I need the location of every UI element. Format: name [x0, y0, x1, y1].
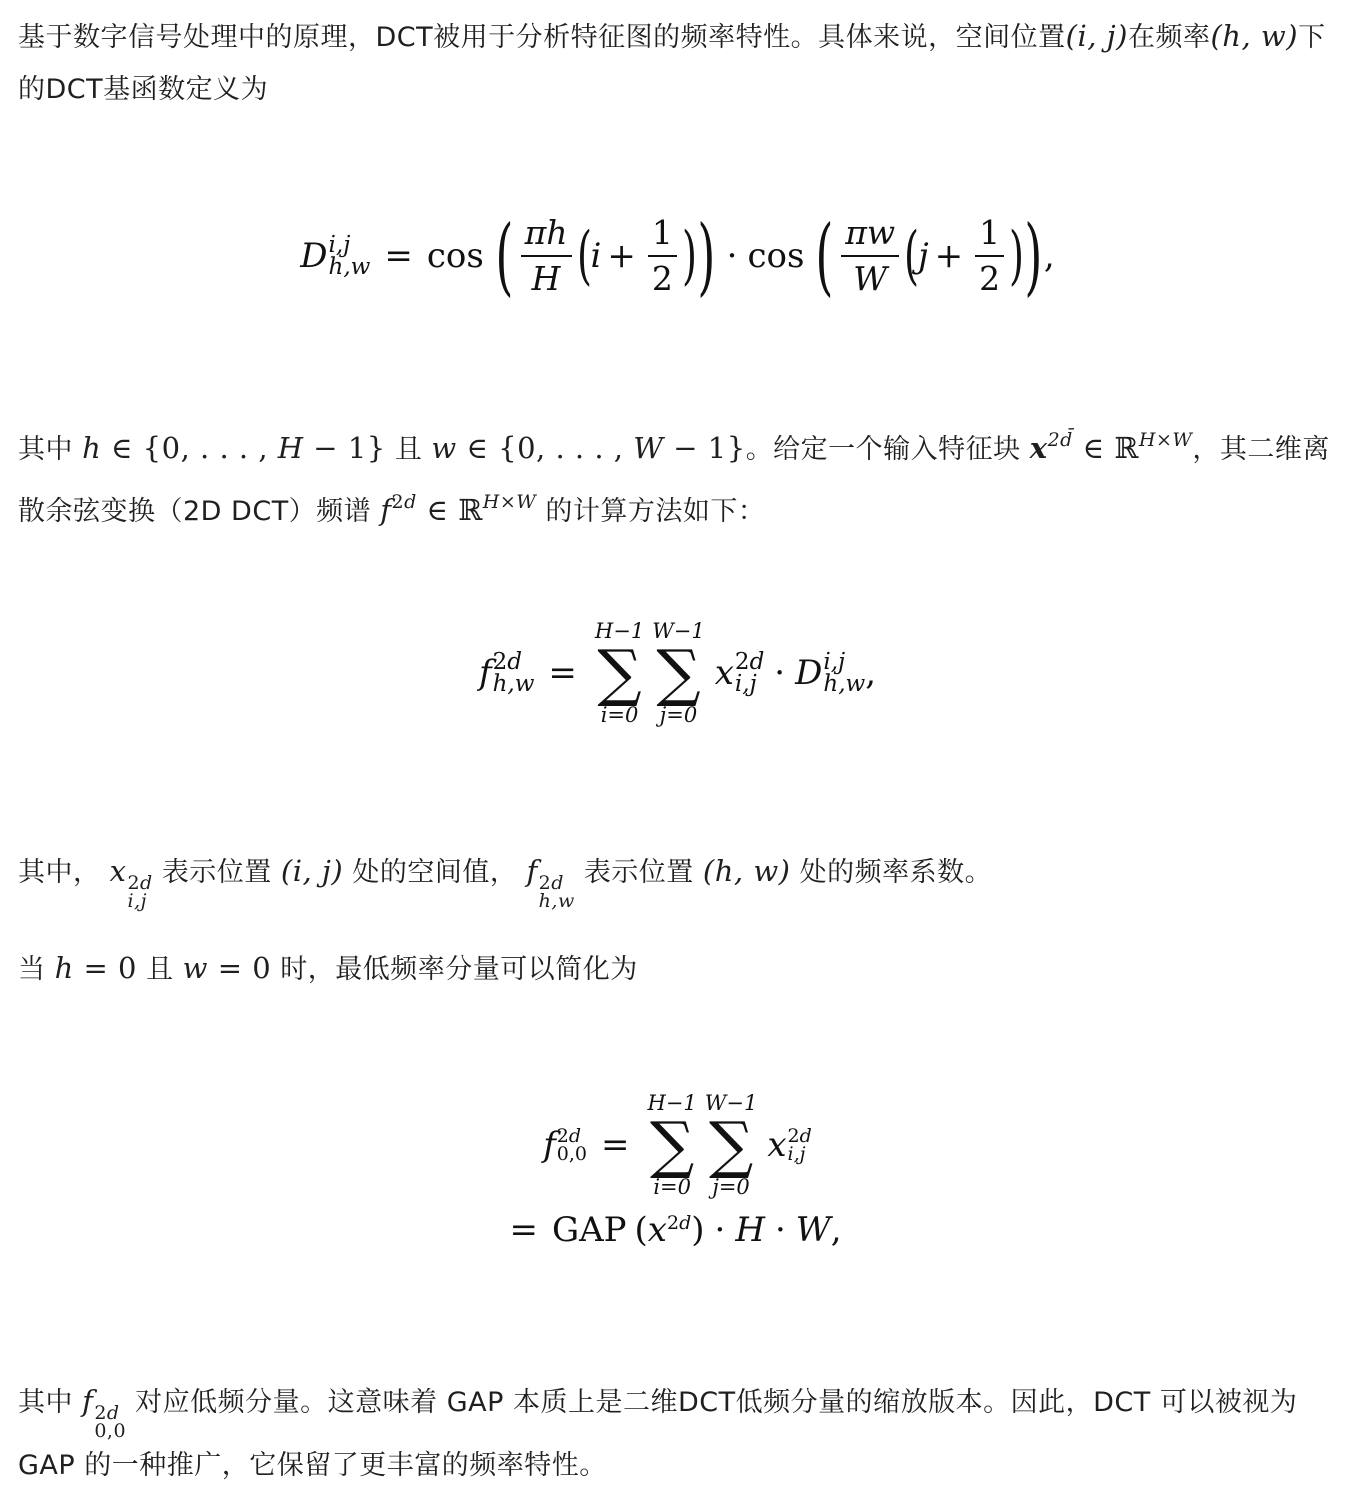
eq1-frac-half: $\frac{1}{2}$	[975, 213, 1004, 299]
eq3-cdot: ·	[714, 1210, 726, 1250]
eq1-paren: )	[697, 207, 716, 305]
math-ij-pair: (i, j)	[280, 854, 344, 888]
para4-text-b: 且	[146, 954, 174, 985]
eq1-paren: (	[815, 207, 834, 305]
math-f2d-in-r: $f^{2d}$ ∈ ℝ$^{H\times W}$	[380, 491, 537, 527]
eq1-paren: )	[681, 219, 697, 293]
eq3-x2d: $x^{2d}$	[647, 1210, 692, 1250]
eq3-sum-i: H−1 ∑ i=0	[647, 1091, 697, 1199]
math-h-set: h ∈ {0, . . . , H − 1}	[82, 431, 386, 465]
eq3-sum-j: W−1 ∑ j=0	[704, 1091, 758, 1199]
lowest-frequency-paragraph	[18, 942, 1338, 996]
eq3-h: H	[735, 1210, 765, 1250]
eq1-frac-piw-over-w: $\frac{\pi w}{W}$	[841, 213, 899, 299]
para2-text-c: 的计算方法如下：	[545, 496, 766, 527]
eq3-lhs-scripts: 2d 0,0	[556, 1125, 588, 1165]
para2-text-qie: 且	[394, 434, 423, 465]
intro-paragraph	[18, 10, 1338, 116]
eq2-d: D	[795, 653, 823, 693]
gap-equation-line-1	[0, 1090, 1355, 1200]
definitions-paragraph	[18, 845, 1338, 910]
para3-text-c: 处的空间值，	[352, 857, 518, 888]
conclusion-paragraph	[18, 1375, 1338, 1492]
eq2-d-scripts: i,j h,w	[823, 649, 866, 697]
eq1-lhs-scripts: i,j h,w	[328, 232, 371, 280]
eq3-equals-2: =	[509, 1210, 538, 1250]
eq1-paren: (	[495, 207, 514, 305]
eq1-cos-2: cos	[747, 236, 805, 276]
eq1-frac-pih-over-h: $\frac{\pi h}{H}$	[521, 213, 572, 299]
eq1-i: i	[590, 236, 602, 276]
math-f-hw: f 2d h,w	[526, 854, 575, 912]
eq3-cdot: ·	[774, 1210, 786, 1250]
eq3-w: W	[795, 1210, 831, 1250]
intro-text-a: 基于数字信号处理中的原理，DCT被用于分析特征图的频率特性。具体来说，空间位置	[18, 22, 1066, 53]
eq1-comma: ,	[1043, 236, 1055, 276]
eq1-paren: (	[904, 219, 920, 293]
eq1-cdot: ·	[726, 236, 738, 276]
eq1-paren: )	[1024, 207, 1043, 305]
eq2-sum-j: W−1 ∑ j=0	[652, 619, 705, 727]
math-position-ij: (i, j)	[1065, 19, 1128, 53]
eq1-equals: =	[384, 236, 413, 276]
math-x-ij: x 2d i,j	[109, 854, 153, 912]
eq2-comma: ,	[865, 653, 876, 693]
eq1-plus: +	[934, 236, 964, 276]
eq1-paren: (	[576, 219, 592, 293]
para3-text-e: 处的频率系数。	[799, 857, 993, 888]
para5-text-b: 对应低频分量。这意味着 GAP 本质上是二维DCT低频分量的缩放版本。因此，DCT 可以被视为 GAP 的一种推广，它保留了更丰富的频率特性。	[18, 1387, 1298, 1481]
para4-text-c: 时，最低频率分量可以简化为	[280, 954, 638, 985]
para2-text-qi: 其中	[18, 434, 73, 465]
eq3-paren-left: (	[634, 1210, 648, 1250]
para3-text-b: 表示位置	[161, 857, 272, 888]
math-frequency-hw: (h, w)	[1210, 19, 1299, 53]
para3-text-d: 表示位置	[583, 857, 694, 888]
eq1-j: j	[918, 236, 929, 276]
eq1-frac-half: $\frac{1}{2}$	[648, 213, 677, 299]
math-hw-pair: (h, w)	[702, 854, 791, 888]
eq2-x: x	[714, 653, 734, 693]
eq3-equals: =	[601, 1125, 630, 1165]
eq2-sum-i: H−1 ∑ i=0	[594, 619, 645, 727]
eq3-lhs-f: f	[543, 1125, 556, 1165]
eq2-lhs-scripts: 2d h,w	[492, 649, 535, 697]
eq2-equals: =	[548, 653, 577, 693]
gap-equation-line-2	[0, 1200, 1355, 1260]
eq1-plus: +	[607, 236, 636, 276]
eq2-lhs-f: f	[479, 653, 492, 693]
math-f-00: f 2d 0,0	[82, 1384, 127, 1442]
intro-text-c: 下的DCT基函数定义为	[18, 22, 1326, 105]
math-x2d-in-r: $x^{2d̄}$ ∈ ℝ$^{H\times W}$	[1029, 429, 1193, 465]
gap-equation	[0, 1090, 1355, 1265]
para4-text-a: 当	[18, 954, 46, 985]
eq3-paren-right: )	[691, 1210, 705, 1250]
eq3-x: x	[767, 1125, 787, 1165]
eq3-gap: GAP	[551, 1210, 627, 1250]
eq2-x-scripts: 2d i,j	[734, 649, 765, 697]
input-paragraph	[18, 414, 1338, 538]
eq1-cos-1: cos	[426, 236, 484, 276]
eq3-x-scripts: 2d i,j	[787, 1125, 812, 1165]
dct-spectrum-equation	[0, 618, 1355, 728]
eq1-lhs-d: D	[300, 236, 328, 276]
eq3-comma: ,	[830, 1210, 842, 1250]
intro-text-b: 在频率	[1127, 22, 1211, 53]
math-w-set: w ∈ {0, . . . , W − 1}	[431, 431, 746, 465]
dct-basis-equation	[0, 196, 1355, 316]
eq2-cdot: ·	[774, 653, 786, 693]
para2-text-a: 。给定一个输入特征块	[745, 434, 1021, 465]
math-w-eq-0: w = 0	[182, 951, 272, 985]
eq1-paren: )	[1009, 219, 1025, 293]
math-h-eq-0: h = 0	[54, 951, 137, 985]
para3-text-a: 其中，	[18, 857, 101, 888]
para5-text-a: 其中	[18, 1387, 73, 1418]
para2-text-b: ，其二维离散余弦变换（2D DCT）频谱	[18, 434, 1330, 527]
